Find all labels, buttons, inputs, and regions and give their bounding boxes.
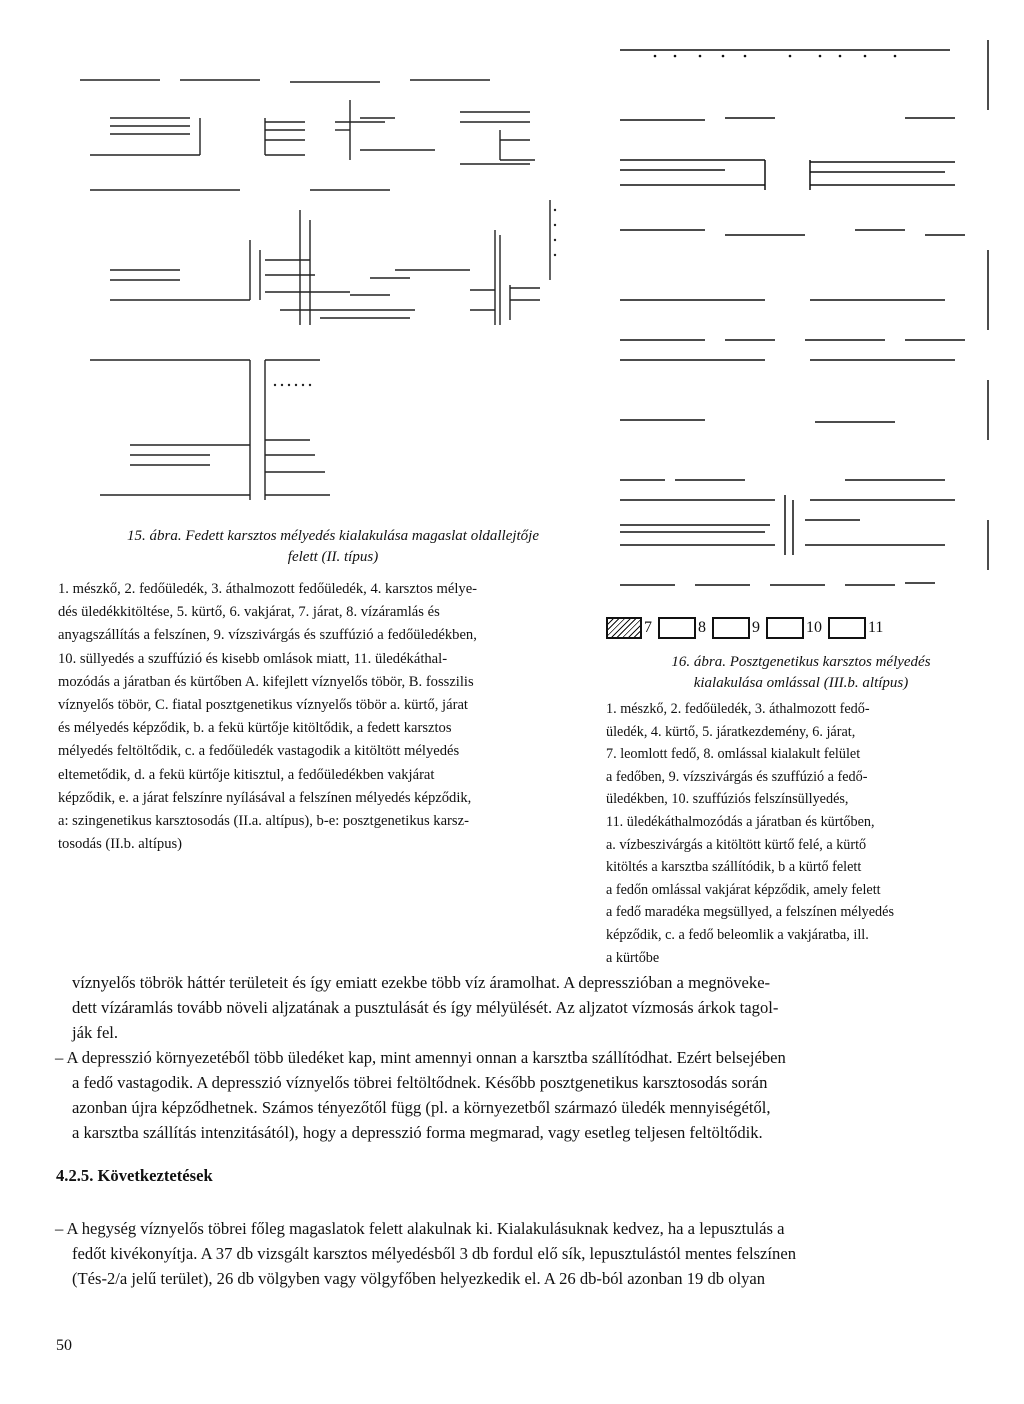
legend-line: a fedő maradéka megsüllyed, a felszínen mélyedés xyxy=(606,904,894,921)
body-line: – A depresszió környezetéből több üledéket kap, mint amennyi onnan a karsztba szállítódhat. Ezért belsejében xyxy=(55,1048,786,1067)
legend-line: a. vízbeszivárgás a kitöltött kürtő felé, a kürtő xyxy=(606,836,867,853)
body-line: (Tés-2/a jelű terület), 26 db völgyben vagy völgyfőben helyezkedik el. A 26 db-ból azonban 19 db olyan xyxy=(72,1269,766,1288)
hatch-swatch-icon xyxy=(606,617,642,639)
legend-line: a: szingenetikus karsztosodás (II.a. altípus), b-e: posztgenetikus karsz- xyxy=(58,813,469,830)
multi-arrow-swatch-icon xyxy=(766,617,804,639)
page-number: 50 xyxy=(56,1337,72,1354)
caption-line: felett (II. típus) xyxy=(287,549,379,565)
figure-15-drawing xyxy=(50,60,610,520)
figure-16-legend xyxy=(606,698,980,969)
legend-line: 11. üledékáthalmozódás a járatban és kürtőben, xyxy=(606,813,875,830)
legend-line: üledékben, 10. szuffúziós felszínsüllyedés, xyxy=(606,791,849,808)
conclusions-text-block xyxy=(55,1216,985,1291)
legend-line: 1. mészkő, 2. fedőüledék, 3. áthalmozott fedőüledék, 4. karsztos mélye- xyxy=(58,581,478,597)
legend-line: a fedőben, 9. vízszivárgás és szuffúzió a fedő- xyxy=(606,768,868,785)
legend-item-8 xyxy=(658,617,712,639)
legend-line: tosodás (II.b. altípus) xyxy=(58,836,183,853)
legend-item-7 xyxy=(606,617,658,639)
down-arrow-swatch-icon xyxy=(828,617,866,639)
figure-15-caption xyxy=(58,526,608,568)
legend-line: eltemetődik, d. a fekü kürtője kitisztul, a fedőüledékben vakjárat xyxy=(58,766,435,783)
body-line: a karsztba szállítás intenzitásától), hogy a depresszió forma megmarad, vagy esetleg teljesen feltöltődik. xyxy=(72,1123,763,1142)
legend-item-11 xyxy=(828,617,889,639)
legend-number: 10 xyxy=(806,619,822,636)
legend-line: víznyelős töbör, C. fiatal posztgenetikus víznyelős töbör a. kürtő, járat xyxy=(58,697,468,714)
caption-line: 15. ábra. Fedett karsztos mélyedés kialakulása magaslat oldallejtője xyxy=(126,528,540,544)
legend-line: anyagszállítás a felszínen, 9. vízszivárgás és szuffúzió a fedőüledékben, xyxy=(58,627,477,644)
legend-line: a fedőn omlással vakjárat képződik, amely felett xyxy=(606,881,881,898)
legend-line: mélyedés feltöltődik, c. a fedőüledék vastagodik a kitöltött mélyedés xyxy=(58,743,460,760)
legend-line: mozódás a járatban és kürtőben A. kifejlett víznyelős töbör, B. fosszilis xyxy=(58,673,474,690)
legend-item-10 xyxy=(766,617,828,639)
body-line: dett vízáramlás tovább növeli aljzatának a pusztulását és így mélyülését. Az aljzatot vízmosás árkok tagol- xyxy=(72,998,779,1017)
body-text-block xyxy=(55,970,985,1145)
legend-line: kitöltés a karsztba szállítódik, b a kürtő felett xyxy=(606,859,862,876)
figure-15-legend xyxy=(58,578,590,856)
legend-line: képződik, c. a fedő beleomlik a vakjáratba, ill. xyxy=(606,926,869,943)
legend-number: 8 xyxy=(698,619,706,636)
body-line: víznyelős töbrök háttér területeit és így emiatt ezekbe több víz áramolhat. A depresszióban a megnöveke- xyxy=(72,973,771,992)
legend-line: és mélyedés képződik, b. a fekü kürtője kitöltődik, a fedett karsztos xyxy=(58,720,452,737)
legend-number: 9 xyxy=(752,619,760,636)
legend-line: a kürtőbe xyxy=(606,949,660,966)
sediment-transport-swatch-icon xyxy=(658,617,696,639)
legend-number: 7 xyxy=(644,619,652,636)
body-line: fedőt kivékonyítja. A 37 db vizsgált karsztos mélyedésből 3 db fordul elő sík, lepusztulástól mentes felszínen xyxy=(72,1244,796,1263)
seepage-arrow-swatch-icon xyxy=(712,617,750,639)
body-line: a fedő vastagodik. A depresszió víznyelős töbrei feltöltődnek. Később posztgenetikus karsztosodás során xyxy=(72,1073,768,1092)
legend-line: 10. süllyedés a szuffúzió és kisebb omlások miatt, 11. üledékáthal- xyxy=(58,650,448,667)
body-line: – A hegység víznyelős töbrei főleg magaslatok felett alakulnak ki. Kialakulásuknak kedvez, ha a lepusztulás a xyxy=(55,1219,785,1238)
section-heading: 4.2.5. Következtetések xyxy=(56,1166,213,1185)
legend-line: üledék, 4. kürtő, 5. járatkezdemény, 6. járat, xyxy=(606,723,856,740)
legend-line: képződik, e. a járat felszínre nyílásával a felszínen mélyedés képződik, xyxy=(58,789,472,806)
legend-item-9 xyxy=(712,617,766,639)
legend-line: dés üledékkitöltése, 5. kürtő, 6. vakjárat, 7. járat, 8. vízáramlás és xyxy=(58,604,440,621)
legend-line: 7. leomlott fedő, 8. omlással kialakult felület xyxy=(606,746,861,763)
legend-line: 1. mészkő, 2. fedőüledék, 3. áthalmozott fedő- xyxy=(606,701,870,717)
body-line: ják fel. xyxy=(72,1023,119,1042)
figure-16-legend-strip xyxy=(606,614,889,642)
body-line: azonban újra képződhetnek. Számos tényezőtől függ (pl. a környezetből származó üledék mennyiségétől, xyxy=(72,1098,771,1117)
figure-16-caption xyxy=(606,652,996,694)
caption-line: 16. ábra. Posztgenetikus karsztos mélyedés xyxy=(671,654,931,670)
caption-line: kialakulása omlással (III.b. altípus) xyxy=(693,675,909,691)
legend-number: 11 xyxy=(868,619,884,636)
figure-16-drawing xyxy=(605,40,995,600)
